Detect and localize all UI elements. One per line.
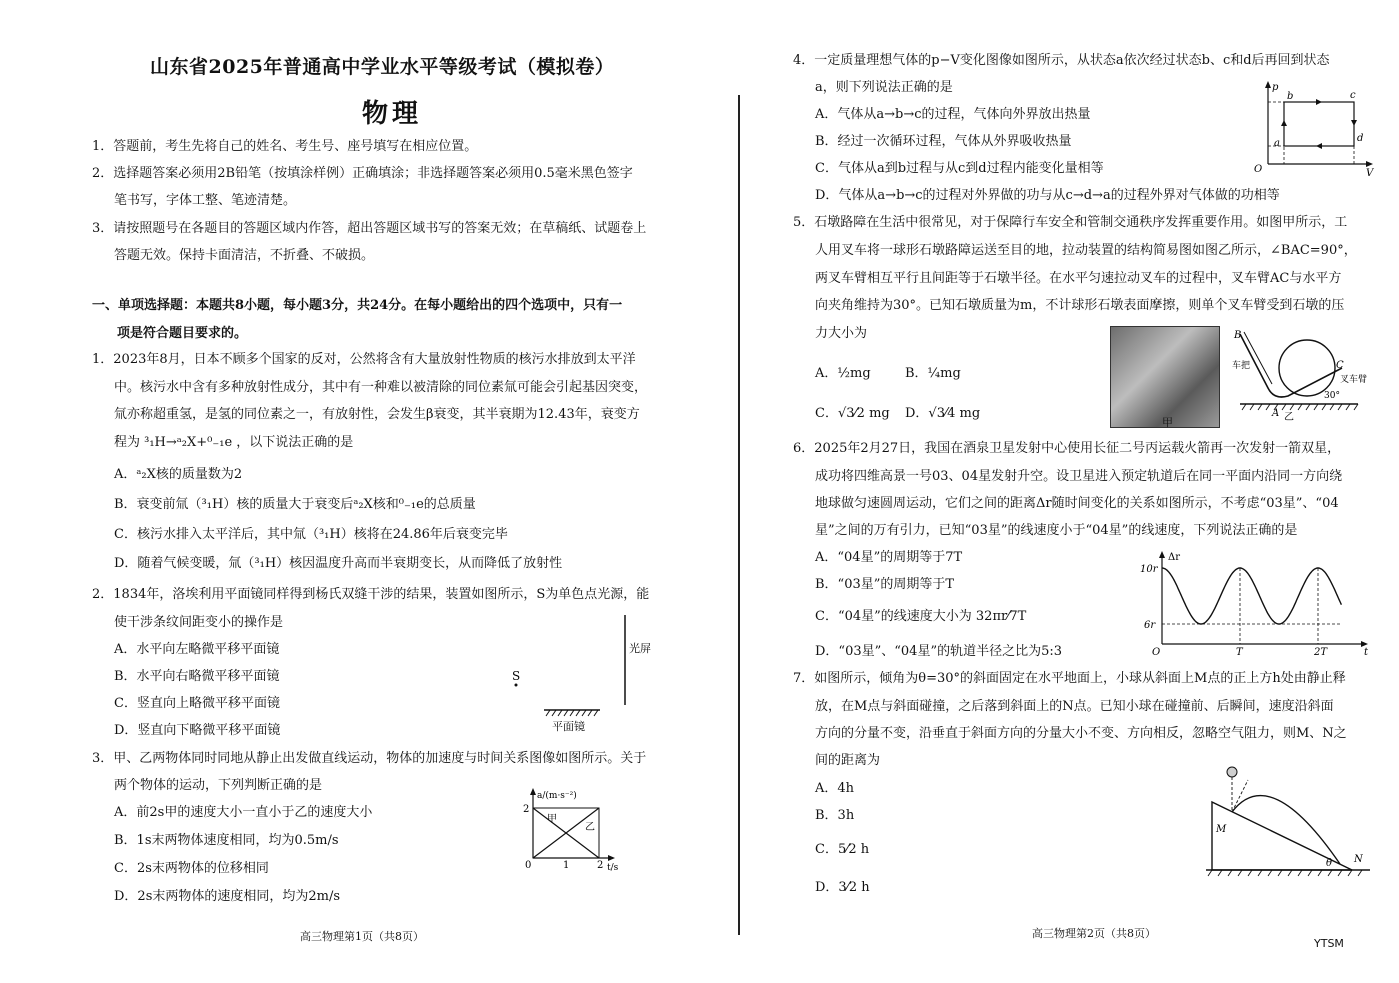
q1-stem: 中。核污水中含有多种放射性成分，其中有一种难以被清除的同位素氚可能会引起基因突变， — [114, 380, 648, 395]
q7-stem: 方向的分量不变，沿垂直于斜面方向的分量大小不变、方向相反，忽略空气阻力，则M、N之 — [815, 726, 1347, 741]
page-divider — [738, 95, 740, 935]
q6-option-a: A．“04星”的周期等于7T — [815, 550, 963, 565]
q3-xlabel: t/s — [607, 863, 619, 873]
q5-point-c: C — [1336, 360, 1344, 371]
q1-stem: 程为 ³₁H→ᵃ₂X+⁰₋₁e ，以下说法正确的是 — [114, 435, 354, 450]
q3-tick-x0: 0 — [525, 860, 532, 871]
section-heading: 一、单项选择题：本题共8小题，每小题3分，共24分。在每小题给出的四个选项中，只有一 — [92, 298, 623, 313]
q2-lloyd-mirror-figure — [500, 610, 660, 740]
q7-incline-diagram — [1200, 760, 1380, 882]
q3-stem: 两个物体的运动，下列判断正确的是 — [114, 778, 323, 793]
q7-point-n: N — [1354, 854, 1363, 865]
q5-stem: 人用叉车将一球形石墩路障运送至目的地，拉动装置的结构简易图如图乙所示，∠BAC=90°， — [815, 243, 1357, 258]
q4-stem: 4．一定质量理想气体的p−V变化图像如图所示，从状态a依次经过状态b、c和d后再回到状态 — [793, 53, 1330, 68]
q5-stem: 向夹角维持为30°。已知石墩质量为m，不计球形石墩表面摩擦，则单个叉车臂受到石墩的压 — [815, 298, 1345, 313]
q5-arm-label: 叉车臂 — [1340, 375, 1368, 385]
q5-handle-label: 车把 — [1232, 361, 1251, 371]
q3-ylabel: a/(m·s⁻²) — [537, 791, 577, 801]
q7-option-d: D．3⁄2 h — [815, 880, 870, 895]
q3-option-d: D．2s末两物体的速度相同，均为2m/s — [114, 889, 341, 904]
q3-label-jia: 甲 — [547, 814, 557, 825]
q5-ball — [1279, 340, 1335, 396]
q7-stem: 间的距离为 — [815, 753, 881, 768]
q3-tick-x2: 2 — [597, 860, 604, 871]
q6-origin: O — [1152, 647, 1161, 658]
instruction-line: 笔书写，字体工整、笔迹清楚。 — [114, 193, 297, 208]
q5-option-a: A．½mg — [815, 366, 871, 381]
q4-point-a: a — [1274, 138, 1280, 149]
q6-t-label: t — [1364, 647, 1369, 658]
q7-option-c: C．5⁄2 h — [815, 842, 870, 857]
q7-option-b: B．3h — [815, 808, 855, 823]
q5-point-a: A — [1272, 408, 1280, 419]
q6-tick-2t: 2T — [1314, 647, 1328, 658]
q3-stem: 3．甲、乙两物体同时同地从静止出发做直线运动，物体的加速度与时间关系图像如图所示。关于 — [92, 751, 647, 766]
q3-option-b: B．1s末两物体速度相同，均为0.5m/s — [114, 833, 339, 848]
q7-stem: 放，在M点与斜面碰撞，之后落到斜面上的N点。已知小球在碰撞前、后瞬间，速度沿斜面 — [815, 699, 1334, 714]
q2-source-point — [515, 684, 518, 687]
q4-p-label: p — [1272, 82, 1279, 93]
q6-stem: 6．2025年2月27日，我国在酒泉卫星发射中心使用长征二号丙运载火箭再一次发射一箭双星， — [793, 441, 1341, 456]
section-heading-cont: 项是符合题目要求的。 — [117, 326, 248, 341]
q4-point-c: c — [1350, 90, 1356, 101]
q6-tick-10r: 10r — [1140, 564, 1158, 575]
q4-option-a: A．气体从a→b→c的过程，气体向外界放出热量 — [815, 107, 1091, 122]
q5-option-b: B．¼mg — [905, 366, 961, 381]
q1-stem: 氚亦称超重氢，是氢的同位素之一，有放射性，会发生β衰变，其半衰期为12.43年，衰变方 — [114, 407, 640, 422]
q6-stem: 星”之间的万有引力，已知“03星”的线速度小于“04星”的线速度，下列说法正确的是 — [815, 523, 1298, 538]
q1-option-b: B．衰变前氚（³₁H）核的质量大于衰变后ᵃ₂X核和⁰₋₁e的总质量 — [114, 497, 476, 512]
q4-pv-diagram — [1250, 78, 1380, 178]
q3-tick-x1: 1 — [563, 860, 570, 871]
q4-option-c: C．气体从a到b过程与从c到d过程内能变化量相等 — [815, 161, 1104, 176]
instruction-line: 2．选择题答案必须用2B铅笔（按填涂样例）正确填涂；非选择题答案必须用0.5毫米黑色签字 — [92, 166, 633, 181]
q5-photo-jia — [1110, 326, 1220, 428]
q3-acceleration-graph — [515, 786, 630, 874]
q2-source-label: S — [512, 669, 521, 683]
instruction-line: 3．请按照题号在各题目的答题区域内作答，超出答题区域书写的答案无效；在草稿纸、试题卷上 — [92, 221, 647, 236]
q6-option-d: D．“03星”、“04星”的轨道半径之比为5:3 — [815, 644, 1063, 659]
q2-stem: 使干涉条纹间距变小的操作是 — [114, 615, 284, 630]
q4-point-d: d — [1357, 133, 1364, 144]
q4-option-d: D．气体从a→b→c的过程对外界做的功与从c→d→a的过程外界对气体做的功相等 — [815, 188, 1280, 203]
q6-ylabel: Δr — [1168, 552, 1181, 563]
q2-option-d: D．竖直向下略微平移平面镜 — [114, 723, 281, 738]
footer-page-2: 高三物理第2页（共8页） — [1032, 927, 1156, 940]
exam-title: 山东省2025年普通高中学业水平等级考试（模拟卷） — [150, 56, 615, 78]
q5-stem: 5．石墩路障在生活中很常见，对于保障行车安全和管制交通秩序发挥重要作用。如图甲所示，工 — [793, 215, 1348, 230]
q2-screen-label: 光屏 — [629, 642, 651, 655]
q4-origin: O — [1254, 164, 1263, 175]
q7-theta: θ — [1326, 858, 1333, 869]
q5-stem: 力大小为 — [815, 326, 868, 341]
q1-stem: 1．2023年8月，日本不顾多个国家的反对，公然将含有大量放射性物质的核污水排放到太平洋 — [92, 352, 636, 367]
q3-option-c: C．2s末两物体的位移相同 — [114, 861, 269, 876]
q4-option-b: B．经过一次循环过程，气体从外界吸收热量 — [815, 134, 1072, 149]
q4-point-b: b — [1287, 91, 1294, 102]
q6-distance-curve — [1162, 568, 1341, 624]
q2-option-c: C．竖直向上略微平移平面镜 — [114, 696, 280, 711]
q2-stem: 2．1834年，洛埃利用平面镜同样得到杨氏双缝干涉的结果，装置如图所示，S为单色点光源，能 — [92, 587, 650, 602]
q6-stem: 成功将四维高景一号03、04星发射升空。设卫星进入预定轨道后在同一平面内沿同一方向绕 — [815, 469, 1343, 484]
q5-option-d: D．√3⁄4 mg — [905, 406, 981, 421]
footer-page-1: 高三物理第1页（共8页） — [300, 930, 424, 943]
q5-point-b: B — [1234, 330, 1242, 341]
q1-option-a: A．ᵃ₂X核的质量数为2 — [114, 467, 243, 482]
q7-option-a: A．4h — [815, 781, 855, 796]
q6-tick-6r: 6r — [1144, 620, 1156, 631]
q6-distance-graph — [1140, 548, 1380, 658]
instruction-line: 1．答题前，考生先将自己的姓名、考生号、座号填写在相应位置。 — [92, 139, 478, 154]
q3-tick-y2: 2 — [523, 804, 530, 815]
q2-option-a: A．水平向左略微平移平面镜 — [114, 642, 280, 657]
q2-option-b: B．水平向右略微平移平面镜 — [114, 669, 280, 684]
q7-point-m: M — [1216, 824, 1227, 835]
q4-cycle — [1284, 102, 1354, 146]
subject-title: 物理 — [362, 99, 423, 129]
watermark: YTSM — [1314, 937, 1344, 950]
q7-trajectory — [1232, 796, 1340, 864]
q3-label-yi: 乙 — [585, 822, 595, 833]
q4-stem: a，则下列说法正确的是 — [815, 80, 953, 95]
q7-stem: 7．如图所示，倾角为θ=30°的斜面固定在水平地面上，小球从斜面上M点的正上方h处由静止释 — [793, 671, 1346, 686]
q1-option-d: D．随着气候变暖，氚（³₁H）核因温度升高而半衰期变长，从而降低了放射性 — [114, 556, 563, 571]
q6-option-b: B．“03星”的周期等于T — [815, 577, 955, 592]
q6-tick-t: T — [1236, 647, 1243, 658]
instruction-line: 答题无效。保持卡面清洁，不折叠、不破损。 — [114, 248, 375, 263]
q1-option-c: C．核污水排入太平洋后，其中氚（³₁H）核将在24.86年后衰变完毕 — [114, 527, 508, 542]
q5-forklift-diagram — [1230, 326, 1380, 426]
q7-ball — [1227, 767, 1237, 777]
q6-option-c: C．“04星”的线速度大小为 32πr⁄7T — [815, 609, 1027, 624]
q5-label-jia: 甲 — [1162, 416, 1173, 429]
q5-stem: 两叉车臂相互平行且间距等于石墩半径。在水平匀速拉动叉车的过程中，叉车臂AC与水平方 — [815, 271, 1342, 286]
q5-label-yi: 乙 — [1284, 412, 1294, 423]
q5-angle-label: 30° — [1324, 391, 1340, 401]
q6-stem: 地球做匀速圆周运动，它们之间的距离Δr随时间变化的关系如图所示，不考虑“03星”、“04 — [815, 496, 1339, 511]
q5-option-c: C．√3⁄2 mg — [815, 406, 890, 421]
q4-v-label: V — [1366, 168, 1374, 178]
q3-option-a: A．前2s甲的速度大小一直小于乙的速度大小 — [114, 805, 373, 820]
q2-mirror-label: 平面镜 — [552, 720, 585, 733]
